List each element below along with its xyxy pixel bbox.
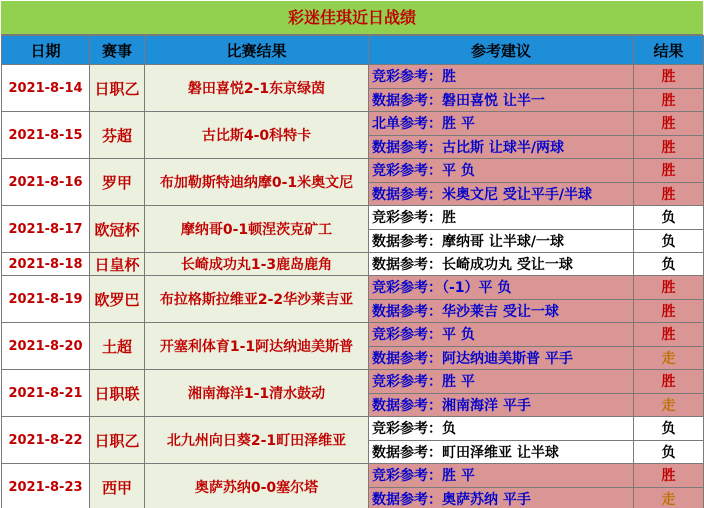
suggestion-cell: 数据参考：阿达纳迪美斯普 平手 [369, 346, 634, 370]
suggestion-cell: 数据参考：奥萨苏纳 平手 [369, 487, 634, 508]
outcome-badge: 胜 [634, 299, 704, 323]
league-name: 欧罗巴 [90, 276, 145, 323]
table-row [2, 253, 704, 276]
match-score: 湘南海洋1-1清水鼓动 [145, 370, 369, 417]
outcome-badge: 负 [634, 417, 704, 441]
outcome-badge: 胜 [634, 135, 704, 159]
match-score: 古比斯4-0科特卡 [145, 112, 369, 159]
suggestion-cell: 数据参考：磐田喜悦 让半一 [369, 88, 634, 112]
outcome-badge: 负 [634, 440, 704, 464]
table-row [2, 464, 704, 488]
league-name: 日皇杯 [90, 253, 145, 276]
match-date: 2021-8-21 [2, 370, 90, 417]
match-score: 布拉格斯拉维亚2-2华沙莱吉亚 [145, 276, 369, 323]
outcome-badge: 走 [634, 487, 704, 508]
header-row [2, 36, 704, 65]
match-date: 2021-8-14 [2, 65, 90, 112]
outcome-badge: 胜 [634, 370, 704, 394]
outcome-badge: 负 [634, 253, 704, 276]
match-date: 2021-8-23 [2, 464, 90, 508]
sheet-title: 彩迷佳琪近日战绩 [1, 1, 703, 35]
outcome-badge: 负 [634, 206, 704, 230]
suggestion-cell: 竞彩参考：平 负 [369, 159, 634, 183]
suggestion-cell: 竞彩参考：胜 [369, 65, 634, 89]
header-match-result: 比赛结果 [145, 36, 369, 65]
outcome-badge: 胜 [634, 182, 704, 206]
header-suggestion: 参考建议 [369, 36, 634, 65]
suggestion-cell: 数据参考：湘南海洋 平手 [369, 393, 634, 417]
league-name: 罗甲 [90, 159, 145, 206]
header-league: 赛事 [90, 36, 145, 65]
match-score: 长崎成功丸1-3鹿岛鹿角 [145, 253, 369, 276]
match-date: 2021-8-19 [2, 276, 90, 323]
results-table [1, 35, 704, 508]
suggestion-cell: 数据参考：摩纳哥 让半球/一球 [369, 229, 634, 253]
league-name: 西甲 [90, 464, 145, 508]
outcome-badge: 胜 [634, 88, 704, 112]
match-date: 2021-8-20 [2, 323, 90, 370]
league-name: 日职乙 [90, 417, 145, 464]
match-date: 2021-8-16 [2, 159, 90, 206]
outcome-badge: 走 [634, 346, 704, 370]
suggestion-cell: 数据参考：长崎成功丸 受让一球 [369, 253, 634, 276]
suggestion-cell: 数据参考：町田泽维亚 让半球 [369, 440, 634, 464]
outcome-badge: 胜 [634, 276, 704, 300]
outcome-badge: 胜 [634, 464, 704, 488]
outcome-badge: 胜 [634, 112, 704, 136]
table-row [2, 417, 704, 441]
outcome-badge: 负 [634, 229, 704, 253]
league-name: 芬超 [90, 112, 145, 159]
match-date: 2021-8-15 [2, 112, 90, 159]
match-score: 开塞利体育1-1阿达纳迪美斯普 [145, 323, 369, 370]
suggestion-cell: 竞彩参考：负 [369, 417, 634, 441]
match-date: 2021-8-17 [2, 206, 90, 253]
league-name: 日职联 [90, 370, 145, 417]
suggestion-cell: 北单参考：胜 平 [369, 112, 634, 136]
suggestion-cell: 竞彩参考：胜 平 [369, 370, 634, 394]
outcome-badge: 胜 [634, 65, 704, 89]
header-date: 日期 [2, 36, 90, 65]
suggestion-cell: 竞彩参考：（-1）平 负 [369, 276, 634, 300]
table-row [2, 206, 704, 230]
table-row [2, 276, 704, 300]
header-outcome: 结果 [634, 36, 704, 65]
match-score: 奥萨苏纳0-0塞尔塔 [145, 464, 369, 508]
suggestion-cell: 竞彩参考：胜 [369, 206, 634, 230]
match-score: 布加勒斯特迪纳摩0-1米奥文尼 [145, 159, 369, 206]
match-score: 北九州向日葵2-1町田泽维亚 [145, 417, 369, 464]
table-row [2, 370, 704, 394]
match-score: 磐田喜悦2-1东京绿茵 [145, 65, 369, 112]
outcome-badge: 走 [634, 393, 704, 417]
match-date: 2021-8-22 [2, 417, 90, 464]
suggestion-cell: 竞彩参考：平 负 [369, 323, 634, 347]
table-row [2, 159, 704, 183]
league-name: 日职乙 [90, 65, 145, 112]
outcome-badge: 胜 [634, 323, 704, 347]
suggestion-cell: 数据参考：米奥文尼 受让平手/半球 [369, 182, 634, 206]
outcome-badge: 胜 [634, 159, 704, 183]
suggestion-cell: 数据参考：华沙莱吉 受让一球 [369, 299, 634, 323]
league-name: 土超 [90, 323, 145, 370]
suggestion-cell: 竞彩参考：胜 平 [369, 464, 634, 488]
results-body [2, 65, 704, 508]
match-score: 摩纳哥0-1顿涅茨克矿工 [145, 206, 369, 253]
suggestion-cell: 数据参考：古比斯 让球半/两球 [369, 135, 634, 159]
table-row [2, 112, 704, 136]
match-date: 2021-8-18 [2, 253, 90, 276]
league-name: 欧冠杯 [90, 206, 145, 253]
table-row [2, 323, 704, 347]
table-row [2, 65, 704, 89]
